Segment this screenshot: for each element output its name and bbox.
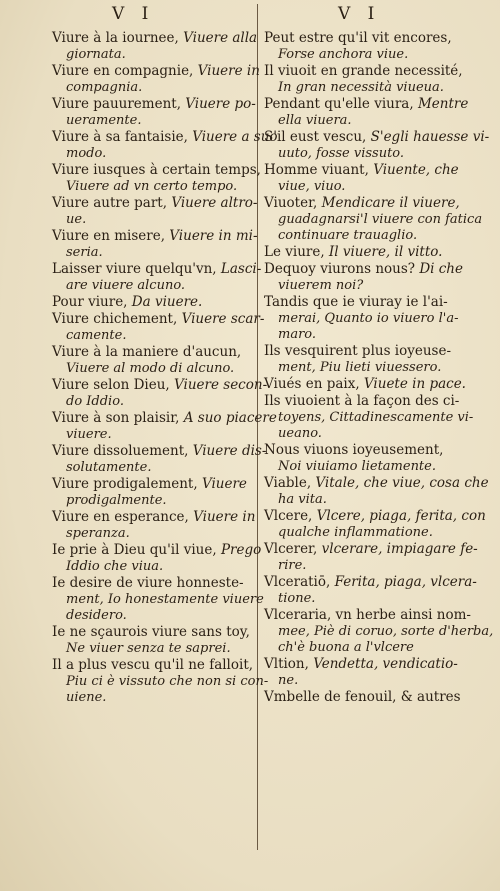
dictionary-entry bbox=[264, 195, 483, 244]
entry-continuation: prodigalmente. bbox=[66, 493, 167, 508]
entry-french: Vlcerer, bbox=[264, 541, 322, 557]
entry-continuation: Noi viuiamo lietamente. bbox=[278, 459, 436, 474]
entry-italian: Prego bbox=[220, 542, 262, 558]
entry-french: Vlceratiō, bbox=[264, 574, 335, 590]
entry-french: Viués en paix, bbox=[264, 376, 364, 392]
entry-french: Viure en compagnie, bbox=[52, 63, 198, 79]
dictionary-entry bbox=[52, 96, 256, 129]
entry-french: Homme viuant, bbox=[264, 162, 374, 178]
dictionary-entry bbox=[52, 509, 256, 542]
entry-continuation: ch'è buona a l'vlcere bbox=[278, 640, 414, 655]
entry-continuation: giornata. bbox=[66, 47, 126, 62]
dictionary-entry bbox=[264, 63, 472, 96]
dictionary-entry bbox=[264, 656, 472, 689]
entry-continuation: continuare trauaglio. bbox=[278, 228, 418, 243]
entry-french: Viure selon Dieu, bbox=[52, 377, 175, 393]
entry-italian: Viuere secon- bbox=[174, 377, 268, 393]
entry-continuation: tione. bbox=[278, 591, 316, 606]
entry-continuation: viuerem noi? bbox=[278, 278, 364, 293]
entry-french: Viure dissoluement, bbox=[52, 443, 193, 459]
entry-french: Viure à la iournee, bbox=[52, 30, 184, 46]
entry-italian: Viuente, che bbox=[373, 162, 459, 178]
running-header-left: V I bbox=[112, 4, 155, 24]
entry-french: Laisser viure quelqu'vn, bbox=[52, 261, 221, 277]
dictionary-entry bbox=[52, 261, 262, 294]
entry-italian: vlcerare, impiagare fe- bbox=[321, 541, 478, 557]
entry-continuation: mee, Piè di coruo, sorte d'herba, bbox=[278, 624, 494, 639]
dictionary-entry bbox=[52, 195, 258, 228]
dictionary-entry bbox=[264, 129, 490, 162]
dictionary-entry bbox=[52, 624, 252, 657]
entry-italian: Da viuere. bbox=[131, 294, 203, 310]
dictionary-entry bbox=[52, 162, 261, 195]
entry-french: Ils viuoient à la façon des ci- bbox=[264, 393, 460, 409]
entry-continuation: qualche inflammatione. bbox=[278, 525, 433, 540]
entry-french: Peut estre qu'il vit encores, bbox=[264, 30, 452, 46]
dictionary-entry bbox=[264, 162, 472, 195]
entry-french: Vltion, bbox=[264, 656, 314, 672]
dictionary-entry bbox=[52, 294, 252, 311]
entry-continuation: ue. bbox=[66, 212, 87, 227]
entry-continuation: ne. bbox=[278, 673, 299, 688]
left-column bbox=[52, 30, 278, 706]
entry-french: Viable, bbox=[264, 475, 316, 491]
dictionary-entry bbox=[52, 657, 269, 706]
dictionary-entry bbox=[264, 475, 489, 508]
dictionary-entry bbox=[52, 542, 262, 575]
dictionary-entry bbox=[52, 377, 268, 410]
entry-continuation: uuto, fosse vissuto. bbox=[278, 146, 405, 161]
entry-italian: Vlcere, piaga, ferita, con bbox=[316, 508, 486, 524]
entry-french: Dequoy viurons nous? bbox=[264, 261, 420, 277]
entry-continuation: ment, Piu lieti viuessero. bbox=[278, 360, 442, 375]
entry-continuation: desidero. bbox=[66, 608, 127, 623]
entry-italian: Mentre bbox=[417, 96, 469, 112]
entry-french: Vmbelle de fenouil, & autres bbox=[264, 689, 461, 705]
entry-french: Viure pauurement, bbox=[52, 96, 186, 112]
entry-continuation: merai, Quanto io viuero l'a- bbox=[278, 311, 459, 326]
entry-continuation: speranza. bbox=[66, 526, 130, 541]
entry-french: Viure en misere, bbox=[52, 228, 170, 244]
dictionary-entry bbox=[264, 574, 477, 607]
entry-french: Ie desire de viure honneste- bbox=[52, 575, 244, 591]
entry-italian: Di che bbox=[419, 261, 463, 277]
entry-french: Viure prodigalement, bbox=[52, 476, 202, 492]
dictionary-entry bbox=[52, 476, 252, 509]
entry-continuation: guadagnarsi'l viuere con fatica bbox=[278, 212, 483, 227]
entry-french: Viure autre part, bbox=[52, 195, 172, 211]
entry-continuation: ha vita. bbox=[278, 492, 327, 507]
entry-italian: S'egli hauesse vi- bbox=[370, 129, 490, 145]
dictionary-entry bbox=[264, 261, 472, 294]
entry-continuation: Piu ci è vissuto che non si con- bbox=[66, 674, 269, 689]
entry-french: Viure à la maniere d'aucun, bbox=[52, 344, 242, 360]
entry-italian: Il viuere, il vitto. bbox=[328, 244, 443, 260]
dictionary-entry bbox=[264, 343, 472, 376]
dictionary-entry bbox=[52, 344, 252, 377]
entry-french: S'il eust vescu, bbox=[264, 129, 371, 145]
dictionary-entry bbox=[52, 63, 260, 96]
dictionary-entry bbox=[264, 376, 472, 393]
entry-italian: Viuere in mi- bbox=[169, 228, 258, 244]
dictionary-entry bbox=[264, 607, 494, 656]
entry-continuation: viue, viuo. bbox=[278, 179, 346, 194]
entry-italian: A suo piacere bbox=[183, 410, 277, 426]
dictionary-entry bbox=[264, 541, 478, 574]
right-column bbox=[264, 30, 494, 706]
dictionary-entry bbox=[264, 96, 472, 129]
dictionary-entry bbox=[52, 410, 277, 443]
entry-continuation: ment, Io honestamente viuere bbox=[66, 592, 264, 607]
entry-continuation: camente. bbox=[66, 328, 127, 343]
entry-french: Viure à sa fantaisie, bbox=[52, 129, 193, 145]
entry-continuation: ella viuera. bbox=[278, 113, 352, 128]
entry-italian: Viuere in bbox=[197, 63, 260, 79]
entry-italian: Vendetta, vendicatio- bbox=[313, 656, 458, 672]
entry-italian: Viuere po- bbox=[185, 96, 256, 112]
entry-french: Pour viure, bbox=[52, 294, 132, 310]
entry-italian: Viuere in bbox=[193, 509, 256, 525]
entry-italian: Viuere a suo bbox=[192, 129, 278, 145]
entry-continuation: ueramente. bbox=[66, 113, 142, 128]
entry-french: Le viure, bbox=[264, 244, 329, 260]
entry-italian: Viuere altro- bbox=[171, 195, 258, 211]
dictionary-entry bbox=[52, 30, 258, 63]
entry-italian: Viuere scar- bbox=[181, 311, 265, 327]
entry-continuation: Viuere ad vn certo tempo. bbox=[66, 179, 238, 194]
entry-continuation: seria. bbox=[66, 245, 103, 260]
dictionary-entry bbox=[264, 30, 472, 63]
entry-continuation: modo. bbox=[66, 146, 107, 161]
dictionary-entry bbox=[264, 244, 472, 261]
dictionary-entry bbox=[264, 442, 472, 475]
entry-continuation: viuere. bbox=[66, 427, 112, 442]
entry-italian: Vitale, che viue, cosa che bbox=[315, 475, 489, 491]
entry-french: Pendant qu'elle viura, bbox=[264, 96, 418, 112]
entry-italian: Viuere alla bbox=[183, 30, 258, 46]
entry-french: Viure chichement, bbox=[52, 311, 182, 327]
entry-french: Il viuoit en grande necessité, bbox=[264, 63, 463, 79]
dictionary-entry bbox=[264, 508, 486, 541]
dictionary-entry bbox=[52, 228, 258, 261]
entry-continuation: rire. bbox=[278, 558, 307, 573]
entry-french: Ie ne sçaurois viure sans toy, bbox=[52, 624, 250, 640]
dictionary-entry bbox=[52, 443, 267, 476]
entry-continuation: do Iddio. bbox=[66, 394, 124, 409]
entry-french: Viuoter, bbox=[264, 195, 322, 211]
dictionary-entry bbox=[264, 294, 472, 343]
entry-french: Ie prie à Dieu qu'il viue, bbox=[52, 542, 221, 558]
entry-french: Nous viuons ioyeusement, bbox=[264, 442, 444, 458]
entry-continuation: Ne viuer senza te saprei. bbox=[66, 641, 231, 656]
entry-french: Vlceraria, vn herbe ainsi nom- bbox=[264, 607, 471, 623]
entry-italian: Ferita, piaga, vlcera- bbox=[334, 574, 477, 590]
entry-continuation: compagnia. bbox=[66, 80, 143, 95]
entry-french: Tandis que ie viuray ie l'ai- bbox=[264, 294, 448, 310]
dictionary-entry bbox=[52, 129, 278, 162]
entry-french: Vlcere, bbox=[264, 508, 317, 524]
entry-italian: Viuere dis- bbox=[192, 443, 267, 459]
entry-french: Viure en esperance, bbox=[52, 509, 194, 525]
dictionary-entry bbox=[52, 311, 265, 344]
entry-continuation: are viuere alcuno. bbox=[66, 278, 186, 293]
entry-french: Viure iusques à certain temps, bbox=[52, 162, 261, 178]
entry-continuation: Viuere al modo di alcuno. bbox=[66, 361, 235, 376]
running-header-right: V I bbox=[338, 4, 381, 24]
entry-continuation: toyens, Cittadinescamente vi- bbox=[278, 410, 474, 425]
dictionary-entry bbox=[264, 689, 472, 706]
entry-italian: Lasci- bbox=[220, 261, 262, 277]
dictionary-entry bbox=[52, 575, 264, 624]
entry-italian: Viuete in pace. bbox=[363, 376, 466, 392]
entry-continuation: solutamente. bbox=[66, 460, 152, 475]
dictionary-entry bbox=[264, 393, 472, 442]
entry-continuation: maro. bbox=[278, 327, 317, 342]
entry-italian: Viuere bbox=[201, 476, 247, 492]
entry-continuation: In gran necessità viueua. bbox=[278, 80, 444, 95]
entry-french: Il a plus vescu qu'il ne falloit, bbox=[52, 657, 254, 673]
entry-continuation: Forse anchora viue. bbox=[278, 47, 409, 62]
entry-continuation: Iddio che viua. bbox=[66, 559, 164, 574]
entry-continuation: uiene. bbox=[66, 690, 107, 705]
entry-french: Ils vesquirent plus ioyeuse- bbox=[264, 343, 452, 359]
entry-continuation: ueano. bbox=[278, 426, 322, 441]
entry-italian: Mendicare il viuere, bbox=[321, 195, 460, 211]
entry-french: Viure à son plaisir, bbox=[52, 410, 184, 426]
